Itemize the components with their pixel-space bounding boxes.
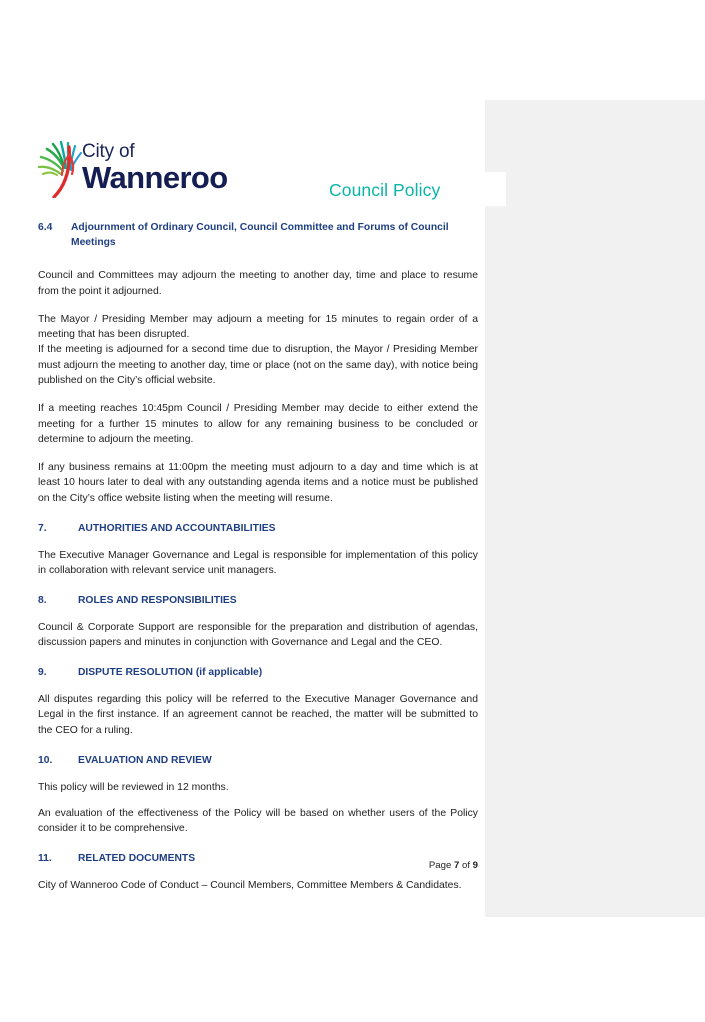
page-footer: [38, 860, 478, 871]
section-number: 10.: [38, 754, 53, 766]
page-title: Council Policy: [329, 180, 441, 200]
section-title: EVALUATION AND REVIEW: [78, 754, 212, 766]
logo-line-city-of: City of: [82, 141, 135, 162]
section-number: 11.: [38, 853, 52, 865]
section-number: 8.: [38, 595, 47, 607]
section-number: 7.: [38, 523, 47, 535]
paragraph: City of Wanneroo Code of Conduct – Council Members, Committee Members & Candidates.: [38, 880, 462, 892]
wanneroo-grasstree-logo-icon: [38, 140, 86, 198]
paragraph: This policy will be reviewed in 12 months.: [38, 781, 229, 793]
section-heading-6-4: [38, 221, 478, 250]
section-heading-9: [38, 666, 478, 681]
city-of-wanneroo-logo: [38, 140, 238, 202]
paragraph: Council & Corporate Support are responsible for the preparation and distribution of agendas, discussion papers and minutes in conjunction with Governance and Legal and the CEO.: [38, 621, 478, 649]
paragraph: If the meeting is adjourned for a second time due to disruption, the Mayor / Presiding Member must adjourn the meeting to another day, time or place (not on the same day), with notice being published on the City’s official website.: [38, 344, 478, 386]
section-title: ROLES AND RESPONSIBILITIES: [78, 595, 237, 607]
paragraph: Council and Committees may adjourn the meeting to another day, time and place to resume from the point it adjourned.: [38, 270, 478, 297]
viewer-background-panel: [484, 100, 705, 917]
paragraph: An evaluation of the effectiveness of the Policy will be based on whether users of the Policy consider it to be comprehensive.: [38, 807, 478, 835]
footer-current-page: 7: [453, 860, 460, 871]
section-heading-7: [38, 522, 478, 537]
section-heading-10: [38, 754, 478, 769]
section-title: AUTHORITIES AND ACCOUNTABILITIES: [78, 523, 276, 535]
paragraph: All disputes regarding this policy will be referred to the Executive Manager Governance and Legal in the first instance. If an agreement cannot be reached, the matter will be submitted to the CEO for a ruling.: [38, 694, 478, 736]
document-header: [0, 135, 485, 215]
section-number: 9.: [38, 667, 47, 679]
logo-wordmark: [82, 142, 228, 193]
section-title: RELATED DOCUMENTS: [78, 853, 196, 865]
logo-line-wanneroo: Wanneroo: [82, 160, 228, 195]
paragraph: If any business remains at 11:00pm the meeting must adjourn to a day and time which is at least 10 hours later to deal with any outstanding agenda items and a notice must be published on the City’s office website listing when the meeting will resume.: [38, 462, 478, 504]
document-body: [38, 221, 478, 893]
viewer-background-notch: [484, 172, 506, 206]
paragraph: If a meeting reaches 10:45pm Council / Presiding Member may decide to either extend the meeting for a further 15 minutes to allow for any remaining business to be concluded or determine to adjourn the meeting.: [38, 403, 478, 445]
footer-total-pages: 9: [472, 860, 478, 871]
paragraph: The Executive Manager Governance and Legal is responsible for implementation of this policy in collaboration with relevant service unit managers.: [38, 549, 478, 576]
section-number: 6.4: [38, 222, 53, 233]
paragraph: The Mayor / Presiding Member may adjourn a meeting for 15 minutes to regain order of a meeting that has been disrupted.: [38, 313, 478, 341]
section-title: Adjournment of Ordinary Council, Council Committee and Forums of Council Meetings: [71, 222, 449, 248]
section-heading-8: [38, 594, 478, 609]
section-title: DISPUTE RESOLUTION (if applicable): [78, 667, 263, 679]
footer-prefix: Page: [428, 860, 454, 871]
footer-middle: of: [459, 860, 473, 871]
